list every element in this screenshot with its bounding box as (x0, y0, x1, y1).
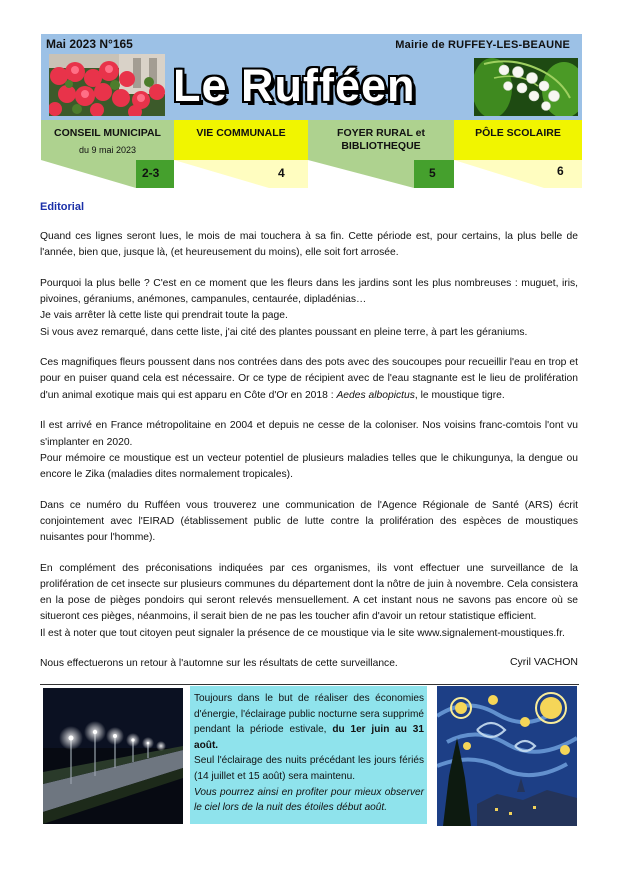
notice-paragraph (194, 785, 424, 816)
divider (40, 684, 579, 685)
nav-conseil-subtitle: du 9 mai 2023 (78, 145, 137, 155)
nav-foyer-page: 5 (429, 166, 436, 180)
editorial-paragraph: Pourquoi la plus belle ? C'est en ce moment que les fleurs dans les jardins sont les plus nombreuses : muguet, iris, pivoines, géraniums, anémones, campanules, centaurée, dipladénias… (40, 277, 578, 306)
nav-conseil-page: 2-3 (142, 166, 160, 180)
night-street-lights-photo (43, 688, 183, 824)
nav-pole-scolaire[interactable] (454, 120, 582, 160)
signature: Cyril VACHON (509, 656, 578, 668)
lily-of-the-valley-photo (474, 58, 578, 116)
nav-pole-page: 6 (557, 164, 564, 178)
editorial-body (40, 229, 578, 672)
editorial-paragraph: Pour mémoire ce moustique est un vecteur potentiel de plusieurs maladies telles que le chikungunya, la dengue ou encore le Zika (maladies dites normalement tropicales). (40, 452, 578, 480)
editorial-paragraph (40, 355, 578, 404)
editorial-paragraph: Je vais arrêter là cette liste qui prendrait toute la page. (40, 310, 288, 322)
editorial-paragraph: En complément des préconisations indiquées par ces organismes, ils vont effectuer une surveillance de la prolifération de cet insecte sur plusieurs communes du département dont la nôtre de juin à novembre. Cela consistera en la pose de pièges pondoirs qui seront relevés mensuellement. A cet instant nous ne savons pas encore où se situeront ces pièges, néanmoins, il serait bien de ne pas les toucher afin d'avoir un retour statistique efficient. (40, 562, 578, 623)
nav-foyer-rural[interactable] (308, 120, 454, 160)
notice-paragraph (194, 691, 424, 753)
species-name: Aedes albopictus (336, 389, 415, 401)
editorial-paragraph: Dans ce numéro du Rufféen vous trouverez une communication de l'Agence Régionale de Santé (ARS) écrit conjointement avec l'EIRAD (établissement public de lutte contre la prolifération des espèces de moustiques nuisantes pour l'homme). (40, 499, 578, 544)
public-lighting-notice (190, 686, 427, 824)
nav-arrow-2 (174, 160, 308, 188)
nav-conseil-title: CONSEIL MUNICIPAL (54, 127, 161, 139)
nav-pole-title: PÔLE SCOLAIRE (475, 127, 561, 139)
nav-conseil-municipal[interactable] (41, 120, 174, 160)
masthead-brand: Le Rufféen (173, 60, 416, 111)
editorial-paragraph: Si vous avez remarqué, dans cette liste, j'ai cité des plantes poussant en pleine terre, à part les géraniums. (40, 326, 528, 338)
notice-dates: du 1er juin au 31 août. (194, 724, 425, 751)
editorial-text: Ces magnifiques fleurs poussent dans nos contrées dans des pots avec des soucoupes pour recueillir l'eau en trop et pour en puiser quand cela est nécessaire. Or ce type de récipient avec de l'eau stagnante est le lieu de prolifération d'un animal exotique mais qui est apparu en Côte d'Or en 2018 : (40, 357, 578, 401)
masthead (41, 34, 582, 120)
nav-foyer-title-line1: FOYER RURAL et (337, 127, 425, 139)
nav-vie-page: 4 (278, 166, 285, 180)
nav-foyer-title-line2: BIBLIOTHEQUE (341, 140, 421, 152)
notice-text: Toujours dans le but de réaliser des économies d'énergie, l'éclairage public nocturne sera supprimé pendant la période estivale, (194, 693, 424, 736)
editorial-paragraph: Il est à noter que tout citoyen peut signaler la présence de ce moustique via le site www.signalement-moustiques.fr. (40, 627, 565, 639)
mairie-label: Mairie de RUFFEY-LES-BEAUNE (395, 39, 570, 51)
geranium-photo (49, 54, 165, 116)
editorial-text: , le moustique tigre. (414, 389, 505, 401)
issue-number: Mai 2023 N°165 (46, 37, 133, 51)
nav-vie-communale[interactable] (174, 120, 308, 160)
nav-vie-title: VIE COMMUNALE (196, 127, 286, 139)
editorial-paragraph: Quand ces lignes seront lues, le mois de mai touchera à sa fin. Cette période est, pour certains, la plus belle de l'année, bien que, jusque là, (et heureusement du moins), elle soit fort arrosée. (40, 231, 578, 259)
editorial-paragraph: Il est arrivé en France métropolitaine en 2004 et depuis ne cesse de la coloniser. Nos voisins franc-comtois l'ont vu s'implanter en 2020. (40, 420, 578, 448)
section-nav (41, 120, 582, 188)
editorial-title: Editorial (40, 201, 85, 213)
notice-paragraph: Seul l'éclairage des nuits précédant les jours fériés (14 juillet et 15 août) sera maintenu. (194, 755, 424, 782)
editorial-paragraph: Nous effectuerons un retour à l'automne sur les résultats de cette surveillance. (40, 658, 398, 670)
starry-night-painting (437, 686, 577, 826)
notice-italic: Vous pourrez ainsi en profiter pour mieux observer le ciel lors de la nuit des étoiles début août. (194, 786, 424, 814)
